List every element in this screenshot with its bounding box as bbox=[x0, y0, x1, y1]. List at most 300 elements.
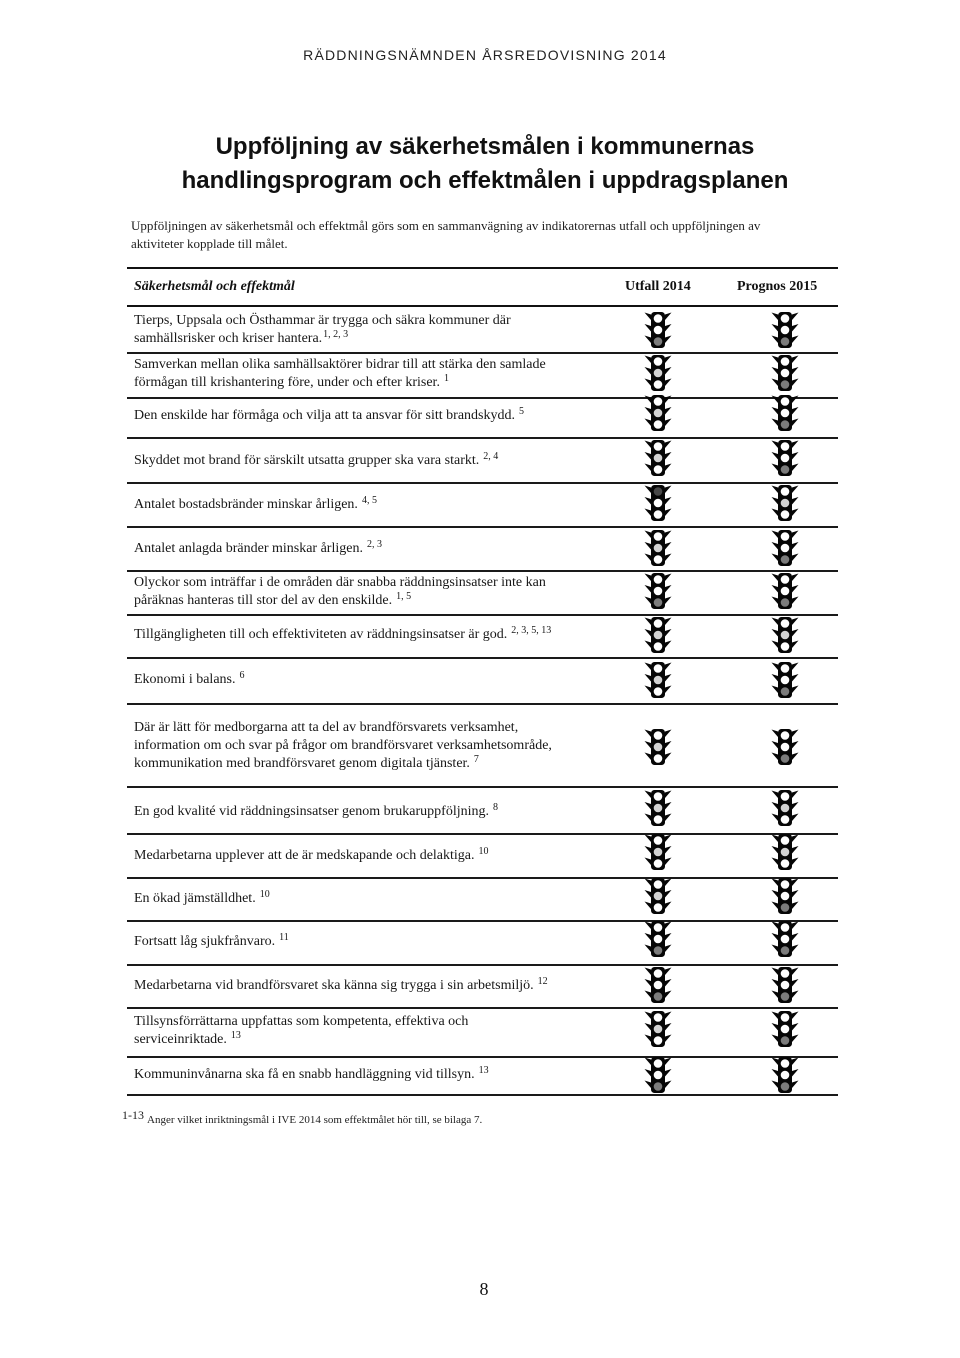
visor-right bbox=[665, 1069, 672, 1077]
prognos-traffic-light-icon bbox=[769, 1056, 801, 1094]
column-header-prognos: Prognos 2015 bbox=[737, 279, 818, 294]
red-lamp bbox=[781, 731, 790, 740]
green-lamp bbox=[781, 946, 790, 955]
utfall-traffic-light-icon bbox=[642, 439, 674, 477]
green-lamp bbox=[781, 642, 790, 651]
goal-row bbox=[134, 407, 629, 425]
green-lamp bbox=[781, 420, 790, 429]
visor-left bbox=[772, 407, 779, 415]
visor-right bbox=[665, 554, 672, 562]
yellow-lamp bbox=[654, 743, 663, 752]
intro-paragraph bbox=[131, 217, 760, 253]
goal-reference-note: 2, 3 bbox=[366, 539, 382, 550]
visor-right bbox=[792, 574, 799, 582]
visor-left bbox=[645, 835, 652, 843]
visor-right bbox=[792, 452, 799, 460]
visor-right bbox=[665, 641, 672, 649]
green-lamp bbox=[781, 465, 790, 474]
green-lamp bbox=[781, 380, 790, 389]
utfall-traffic-light-icon bbox=[642, 966, 674, 1004]
yellow-lamp bbox=[654, 454, 663, 463]
traffic-light-glyph bbox=[642, 1056, 674, 1094]
visor-right bbox=[665, 531, 672, 539]
yellow-lamp bbox=[654, 935, 663, 944]
red-lamp bbox=[781, 1059, 790, 1068]
visor-left bbox=[645, 1035, 652, 1043]
visor-right bbox=[792, 407, 799, 415]
visor-right bbox=[792, 858, 799, 866]
traffic-light-glyph bbox=[642, 439, 674, 477]
visor-right bbox=[665, 1012, 672, 1020]
row-divider bbox=[127, 570, 838, 572]
visor-right bbox=[792, 890, 799, 898]
visor-left bbox=[772, 968, 779, 976]
goal-text: Medarbetarna vid brandförsvaret ska känna sig trygga i sin arbetsmiljö. bbox=[134, 978, 534, 993]
yellow-lamp bbox=[781, 544, 790, 553]
footnote-text: Anger vilket inriktningsmål i IVE 2014 som effektmålet hör till, se bilaga 7. bbox=[147, 1114, 483, 1126]
visor-right bbox=[792, 441, 799, 449]
goal-row bbox=[134, 496, 629, 514]
red-lamp bbox=[781, 664, 790, 673]
visor-right bbox=[792, 419, 799, 427]
goal-row bbox=[134, 719, 629, 773]
visor-right bbox=[665, 452, 672, 460]
visor-left bbox=[772, 846, 779, 854]
visor-left bbox=[772, 585, 779, 593]
visor-left bbox=[772, 945, 779, 953]
visor-left bbox=[772, 1023, 779, 1031]
visor-left bbox=[645, 846, 652, 854]
visor-right bbox=[792, 486, 799, 494]
goal-text: En god kvalité vid räddningsinsatser genom brukaruppföljning. bbox=[134, 804, 489, 819]
visor-left bbox=[645, 802, 652, 810]
traffic-light-glyph bbox=[769, 1010, 801, 1048]
goal-text-line bbox=[134, 847, 629, 865]
green-lamp bbox=[781, 555, 790, 564]
yellow-lamp bbox=[781, 743, 790, 752]
visor-right bbox=[792, 968, 799, 976]
goal-row bbox=[134, 356, 629, 392]
yellow-lamp bbox=[781, 326, 790, 335]
visor-left bbox=[772, 419, 779, 427]
utfall-traffic-light-icon bbox=[642, 833, 674, 871]
visor-left bbox=[772, 464, 779, 472]
row-divider bbox=[127, 657, 838, 659]
footnote-reference: 1-13 bbox=[122, 1108, 144, 1122]
goal-text-line bbox=[134, 1066, 629, 1084]
green-lamp bbox=[781, 992, 790, 1001]
visor-right bbox=[665, 419, 672, 427]
row-divider bbox=[127, 526, 838, 528]
visor-left bbox=[645, 629, 652, 637]
visor-right bbox=[665, 835, 672, 843]
traffic-light-glyph bbox=[769, 877, 801, 915]
prognos-traffic-light-icon bbox=[769, 833, 801, 871]
visor-left bbox=[772, 686, 779, 694]
visor-right bbox=[665, 379, 672, 387]
visor-left bbox=[645, 814, 652, 822]
visor-right bbox=[665, 979, 672, 987]
goal-reference-note: 10 bbox=[478, 846, 489, 857]
visor-right bbox=[665, 585, 672, 593]
visor-left bbox=[772, 674, 779, 682]
visor-left bbox=[645, 1069, 652, 1077]
visor-left bbox=[645, 730, 652, 738]
traffic-light-glyph bbox=[769, 311, 801, 349]
red-lamp bbox=[654, 397, 663, 406]
visor-right bbox=[665, 324, 672, 332]
goal-text: påräknas hanteras till stor del av den enskilde. bbox=[134, 593, 393, 608]
visor-right bbox=[665, 441, 672, 449]
visor-left bbox=[645, 890, 652, 898]
goal-text: Kommuninvånarna ska få en snabb handläggning vid tillsyn. bbox=[134, 1067, 475, 1082]
traffic-light-glyph bbox=[642, 1010, 674, 1048]
visor-left bbox=[645, 674, 652, 682]
visor-left bbox=[645, 452, 652, 460]
visor-right bbox=[792, 1069, 799, 1077]
visor-right bbox=[665, 890, 672, 898]
visor-left bbox=[772, 324, 779, 332]
visor-left bbox=[772, 641, 779, 649]
utfall-traffic-light-icon bbox=[642, 394, 674, 432]
visor-left bbox=[772, 730, 779, 738]
visor-left bbox=[645, 336, 652, 344]
prognos-traffic-light-icon bbox=[769, 966, 801, 1004]
visor-right bbox=[665, 968, 672, 976]
yellow-lamp bbox=[781, 981, 790, 990]
goal-reference-note: 7 bbox=[473, 754, 479, 765]
goal-text-line bbox=[134, 626, 629, 644]
goal-row bbox=[134, 933, 629, 951]
visor-right bbox=[665, 814, 672, 822]
visor-right bbox=[792, 554, 799, 562]
green-lamp bbox=[781, 1036, 790, 1045]
row-divider bbox=[127, 1007, 838, 1009]
goal-row bbox=[134, 540, 629, 558]
visor-right bbox=[665, 1081, 672, 1089]
visor-right bbox=[792, 663, 799, 671]
yellow-lamp bbox=[654, 676, 663, 685]
goal-row bbox=[134, 312, 629, 348]
goal-reference-note: 6 bbox=[239, 670, 245, 681]
green-lamp bbox=[781, 754, 790, 763]
goal-text-line bbox=[134, 933, 629, 951]
visor-left bbox=[645, 396, 652, 404]
visor-left bbox=[645, 585, 652, 593]
goal-text: Antalet bostadsbränder minskar årligen. bbox=[134, 497, 358, 512]
green-lamp bbox=[781, 337, 790, 346]
traffic-light-glyph bbox=[642, 484, 674, 522]
visor-left bbox=[772, 542, 779, 550]
red-lamp bbox=[781, 969, 790, 978]
visor-left bbox=[645, 791, 652, 799]
visor-right bbox=[792, 1023, 799, 1031]
green-lamp bbox=[781, 510, 790, 519]
visor-left bbox=[645, 741, 652, 749]
yellow-lamp bbox=[654, 981, 663, 990]
visor-right bbox=[792, 1012, 799, 1020]
visor-left bbox=[645, 991, 652, 999]
visor-left bbox=[645, 922, 652, 930]
visor-left bbox=[645, 641, 652, 649]
visor-left bbox=[772, 879, 779, 887]
page-title bbox=[10, 130, 960, 198]
goal-row bbox=[134, 847, 629, 865]
visor-right bbox=[792, 1058, 799, 1066]
goal-text-line bbox=[134, 1031, 629, 1049]
traffic-light-glyph bbox=[769, 1056, 801, 1094]
visor-right bbox=[792, 730, 799, 738]
row-divider bbox=[127, 1056, 838, 1058]
visor-right bbox=[665, 1035, 672, 1043]
visor-right bbox=[792, 1035, 799, 1043]
visor-left bbox=[772, 574, 779, 582]
visor-left bbox=[645, 1023, 652, 1031]
utfall-traffic-light-icon bbox=[642, 728, 674, 766]
goal-reference-note: 8 bbox=[493, 802, 498, 813]
goal-text-line bbox=[134, 755, 629, 773]
yellow-lamp bbox=[781, 892, 790, 901]
visor-left bbox=[772, 509, 779, 517]
yellow-lamp bbox=[781, 369, 790, 378]
utfall-traffic-light-icon bbox=[642, 661, 674, 699]
visor-left bbox=[772, 531, 779, 539]
visor-left bbox=[645, 1058, 652, 1066]
visor-right bbox=[665, 486, 672, 494]
visor-right bbox=[792, 497, 799, 505]
traffic-light-glyph bbox=[769, 394, 801, 432]
green-lamp bbox=[781, 598, 790, 607]
utfall-traffic-light-icon bbox=[642, 311, 674, 349]
visor-right bbox=[665, 846, 672, 854]
visor-left bbox=[772, 858, 779, 866]
visor-right bbox=[792, 531, 799, 539]
green-lamp bbox=[654, 420, 663, 429]
visor-left bbox=[772, 396, 779, 404]
visor-right bbox=[665, 945, 672, 953]
row-divider bbox=[127, 614, 838, 616]
visor-left bbox=[772, 629, 779, 637]
goal-text: serviceinriktade. bbox=[134, 1032, 227, 1047]
visor-left bbox=[645, 379, 652, 387]
visor-left bbox=[645, 313, 652, 321]
goal-text-line: Tillsynsförrättarna uppfattas som kompetenta, effektiva och bbox=[134, 1014, 469, 1029]
prognos-traffic-light-icon bbox=[769, 394, 801, 432]
visor-right bbox=[665, 791, 672, 799]
visor-left bbox=[772, 313, 779, 321]
goal-row bbox=[134, 977, 629, 995]
visor-right bbox=[665, 356, 672, 364]
visor-left bbox=[645, 945, 652, 953]
goal-text-line bbox=[134, 890, 629, 908]
footnote bbox=[122, 1108, 483, 1128]
visor-right bbox=[792, 1081, 799, 1089]
visor-right bbox=[665, 674, 672, 682]
red-lamp bbox=[781, 532, 790, 541]
prognos-traffic-light-icon bbox=[769, 529, 801, 567]
prognos-traffic-light-icon bbox=[769, 572, 801, 610]
utfall-traffic-light-icon bbox=[642, 354, 674, 392]
visor-right bbox=[665, 991, 672, 999]
visor-right bbox=[665, 933, 672, 941]
visor-right bbox=[792, 802, 799, 810]
visor-right bbox=[665, 618, 672, 626]
traffic-light-glyph bbox=[769, 439, 801, 477]
red-lamp bbox=[781, 487, 790, 496]
yellow-lamp bbox=[781, 935, 790, 944]
goal-text-line: Där är lätt för medborgarna att ta del av brandförsvarets verksamhet, bbox=[134, 720, 519, 735]
visor-left bbox=[772, 1069, 779, 1077]
yellow-lamp bbox=[781, 804, 790, 813]
yellow-lamp bbox=[781, 676, 790, 685]
goal-text: Tillgängligheten till och effektiviteten av räddningsinsatser är god. bbox=[134, 627, 508, 642]
visor-left bbox=[645, 367, 652, 375]
traffic-light-glyph bbox=[769, 572, 801, 610]
visor-right bbox=[665, 879, 672, 887]
utfall-traffic-light-icon bbox=[642, 484, 674, 522]
prognos-traffic-light-icon bbox=[769, 661, 801, 699]
red-lamp bbox=[654, 619, 663, 628]
goal-reference-note: 1, 5 bbox=[396, 591, 412, 602]
visor-left bbox=[645, 597, 652, 605]
yellow-lamp bbox=[781, 587, 790, 596]
visor-right bbox=[792, 629, 799, 637]
utfall-traffic-light-icon bbox=[642, 877, 674, 915]
goal-text-line bbox=[134, 803, 629, 821]
visor-left bbox=[772, 1035, 779, 1043]
goal-text-line bbox=[134, 540, 629, 558]
visor-left bbox=[772, 814, 779, 822]
traffic-light-glyph bbox=[642, 572, 674, 610]
yellow-lamp bbox=[781, 499, 790, 508]
visor-left bbox=[645, 686, 652, 694]
visor-right bbox=[665, 313, 672, 321]
traffic-light-glyph bbox=[642, 529, 674, 567]
visor-left bbox=[772, 979, 779, 987]
visor-left bbox=[645, 1012, 652, 1020]
visor-right bbox=[792, 846, 799, 854]
green-lamp bbox=[654, 642, 663, 651]
yellow-lamp bbox=[781, 848, 790, 857]
visor-left bbox=[772, 554, 779, 562]
red-lamp bbox=[654, 1059, 663, 1068]
page-title-line: Uppföljning av säkerhetsmålen i kommunernas bbox=[215, 133, 755, 160]
green-lamp bbox=[654, 598, 663, 607]
traffic-light-glyph bbox=[642, 661, 674, 699]
visor-right bbox=[665, 686, 672, 694]
visor-right bbox=[665, 367, 672, 375]
visor-left bbox=[772, 1058, 779, 1066]
visor-left bbox=[772, 1081, 779, 1089]
visor-right bbox=[792, 367, 799, 375]
visor-left bbox=[645, 968, 652, 976]
page-number: 8 bbox=[479, 1279, 489, 1299]
visor-left bbox=[645, 554, 652, 562]
visor-right bbox=[665, 902, 672, 910]
goal-text-line bbox=[134, 374, 629, 392]
goal-text-line: Tierps, Uppsala och Östhammar är trygga och säkra kommuner där bbox=[134, 313, 511, 328]
goal-text: Ekonomi i balans. bbox=[134, 672, 236, 687]
yellow-lamp bbox=[654, 544, 663, 553]
visor-left bbox=[645, 753, 652, 761]
traffic-light-glyph bbox=[642, 354, 674, 392]
visor-right bbox=[792, 933, 799, 941]
utfall-traffic-light-icon bbox=[642, 616, 674, 654]
visor-left bbox=[772, 902, 779, 910]
visor-left bbox=[772, 753, 779, 761]
goal-reference-note: 1 bbox=[443, 373, 449, 384]
visor-left bbox=[772, 336, 779, 344]
traffic-light-glyph bbox=[642, 877, 674, 915]
visor-left bbox=[645, 531, 652, 539]
yellow-lamp bbox=[654, 369, 663, 378]
row-divider bbox=[127, 703, 838, 705]
visor-right bbox=[792, 686, 799, 694]
prognos-traffic-light-icon bbox=[769, 877, 801, 915]
visor-right bbox=[792, 618, 799, 626]
visor-right bbox=[665, 753, 672, 761]
green-lamp bbox=[654, 1082, 663, 1091]
red-lamp bbox=[781, 836, 790, 845]
green-lamp bbox=[654, 555, 663, 564]
visor-left bbox=[645, 618, 652, 626]
red-lamp bbox=[781, 575, 790, 584]
yellow-lamp bbox=[781, 1071, 790, 1080]
yellow-lamp bbox=[654, 409, 663, 418]
prognos-traffic-light-icon bbox=[769, 1010, 801, 1048]
visor-left bbox=[645, 497, 652, 505]
visor-left bbox=[772, 597, 779, 605]
green-lamp bbox=[781, 815, 790, 824]
visor-right bbox=[665, 741, 672, 749]
visor-left bbox=[645, 441, 652, 449]
yellow-lamp bbox=[781, 1025, 790, 1034]
yellow-lamp bbox=[654, 631, 663, 640]
prognos-traffic-light-icon bbox=[769, 311, 801, 349]
visor-left bbox=[772, 835, 779, 843]
visor-left bbox=[645, 1081, 652, 1089]
visor-left bbox=[772, 991, 779, 999]
green-lamp bbox=[654, 815, 663, 824]
visor-left bbox=[772, 1012, 779, 1020]
traffic-light-glyph bbox=[769, 966, 801, 1004]
goal-text: Den enskilde har förmåga och vilja att ta ansvar för sitt brandskydd. bbox=[134, 408, 515, 423]
visor-left bbox=[772, 367, 779, 375]
visor-right bbox=[792, 379, 799, 387]
yellow-lamp bbox=[654, 587, 663, 596]
visor-right bbox=[792, 791, 799, 799]
red-lamp bbox=[654, 836, 663, 845]
yellow-lamp bbox=[654, 1025, 663, 1034]
visor-left bbox=[645, 509, 652, 517]
traffic-light-glyph bbox=[642, 311, 674, 349]
red-lamp bbox=[781, 923, 790, 932]
visor-left bbox=[645, 419, 652, 427]
visor-right bbox=[792, 979, 799, 987]
visor-right bbox=[792, 835, 799, 843]
visor-right bbox=[665, 336, 672, 344]
visor-right bbox=[665, 597, 672, 605]
green-lamp bbox=[781, 903, 790, 912]
red-lamp bbox=[781, 314, 790, 323]
red-lamp bbox=[654, 923, 663, 932]
red-lamp bbox=[781, 442, 790, 451]
visor-right bbox=[792, 597, 799, 605]
utfall-traffic-light-icon bbox=[642, 789, 674, 827]
visor-right bbox=[665, 574, 672, 582]
table-top-rule bbox=[127, 267, 838, 269]
red-lamp bbox=[654, 487, 663, 496]
